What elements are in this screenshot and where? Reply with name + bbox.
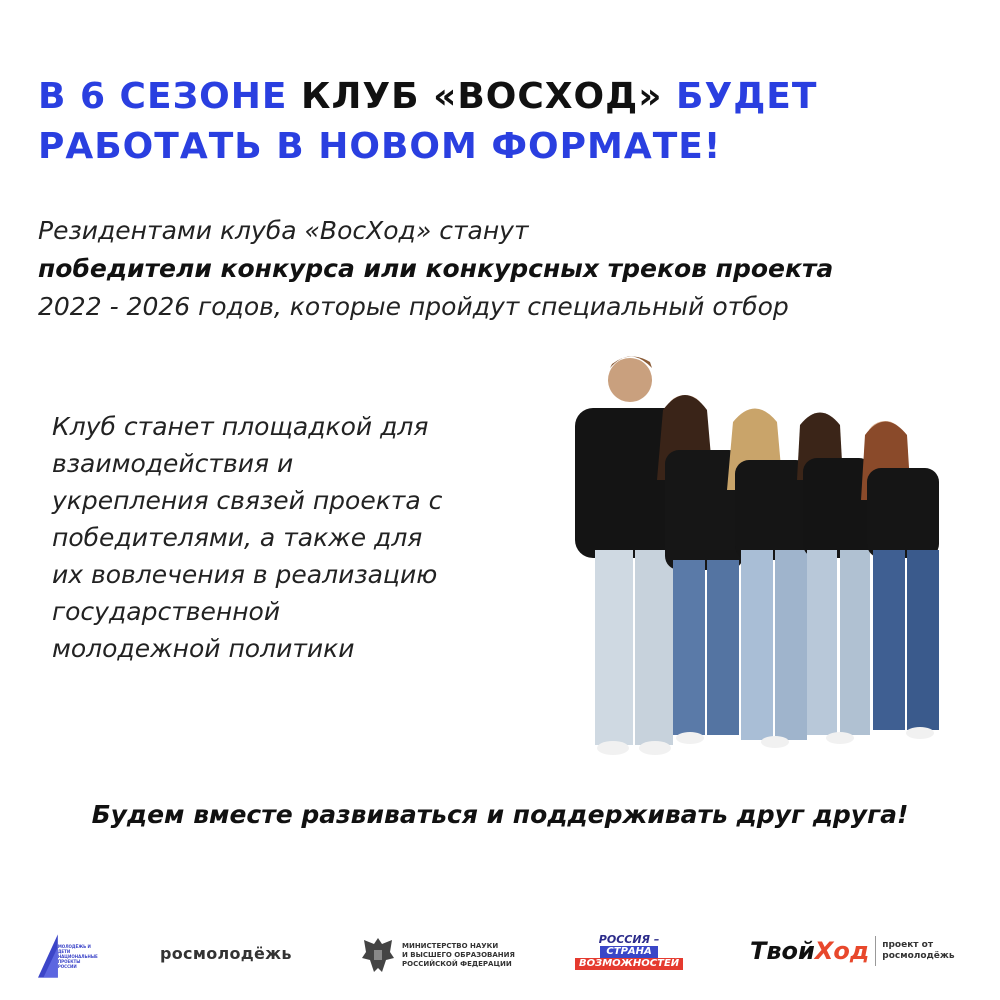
ministry-logo [360, 934, 515, 976]
logo-divider [875, 936, 876, 966]
ministry-line: И ВЫСШЕГО ОБРАЗОВАНИЯ [402, 950, 515, 959]
russia-country-text [575, 934, 683, 970]
intro-text [38, 212, 978, 326]
club-line: победителями, а также для [52, 523, 423, 552]
person-3 [727, 409, 810, 749]
motto: Будем вместе развиваться и поддерживать друг друга! [91, 800, 909, 829]
national-projects-text [58, 944, 100, 969]
intro-line2: победители конкурса или конкурсных треков проекта [38, 254, 834, 283]
np-line: НАЦИОНАЛЬНЫЕ [57, 953, 98, 959]
headline-part2: КЛУБ «ВОСХОД» [301, 76, 663, 117]
tvoy-hod-part1: Твой [750, 937, 815, 965]
tvoy-hod-sub [882, 940, 954, 962]
tvoy-hod-part2: Ход [814, 937, 870, 965]
np-line: ПРОЕКТЫ [57, 958, 81, 964]
tvoy-hod-logo [750, 936, 955, 966]
coat-of-arms-icon [360, 934, 396, 976]
tvoy-hod-sub1: проект от [882, 940, 934, 950]
headline-part3: БУДЕТ [676, 76, 818, 117]
intro-line3: 2022 - 2026 годов, которые пройдут специальный отбор [38, 292, 789, 321]
rsv-line: ВОЗМОЖНОСТЕЙ [575, 958, 683, 970]
ministry-text [402, 942, 515, 969]
person-4 [797, 413, 873, 745]
np-line: МОЛОДЁЖЬ И ДЕТИ [57, 943, 91, 954]
headline-part1: В 6 СЕЗОНЕ [38, 76, 288, 117]
np-line: РОССИИ [57, 963, 77, 969]
club-description [52, 408, 542, 667]
national-projects-logo [38, 930, 100, 982]
rsv-line: РОССИЯ – [598, 933, 660, 946]
tvoy-hod-sub2: росмолодёжь [882, 951, 955, 961]
club-line: взаимодействия и [52, 449, 294, 478]
person-5 [861, 421, 939, 739]
headline [38, 72, 978, 172]
club-line: государственной [52, 597, 281, 626]
rosmolodezh-logo [160, 944, 292, 963]
group-photo [555, 340, 975, 770]
partner-logos [0, 930, 1000, 990]
headline-part4: РАБОТАТЬ В НОВОМ ФОРМАТЕ! [38, 126, 722, 167]
ministry-line: МИНИСТЕРСТВО НАУКИ [402, 941, 499, 950]
ministry-line: РОССИЙСКОЙ ФЕДЕРАЦИИ [402, 959, 512, 968]
club-line: их вовлечения в реализацию [52, 560, 438, 589]
club-line: молодежной политики [52, 634, 355, 663]
club-line: Клуб станет площадкой для [52, 412, 429, 441]
club-line: укрепления связей проекта с [52, 486, 443, 515]
russia-country-logo [575, 934, 683, 970]
intro-line1: Резидентами клуба «ВосХод» станут [38, 216, 529, 245]
national-projects-icon [38, 932, 58, 980]
rsv-line: СТРАНА [600, 946, 657, 958]
rosmolodezh-text: росмолодёжь [160, 944, 292, 963]
